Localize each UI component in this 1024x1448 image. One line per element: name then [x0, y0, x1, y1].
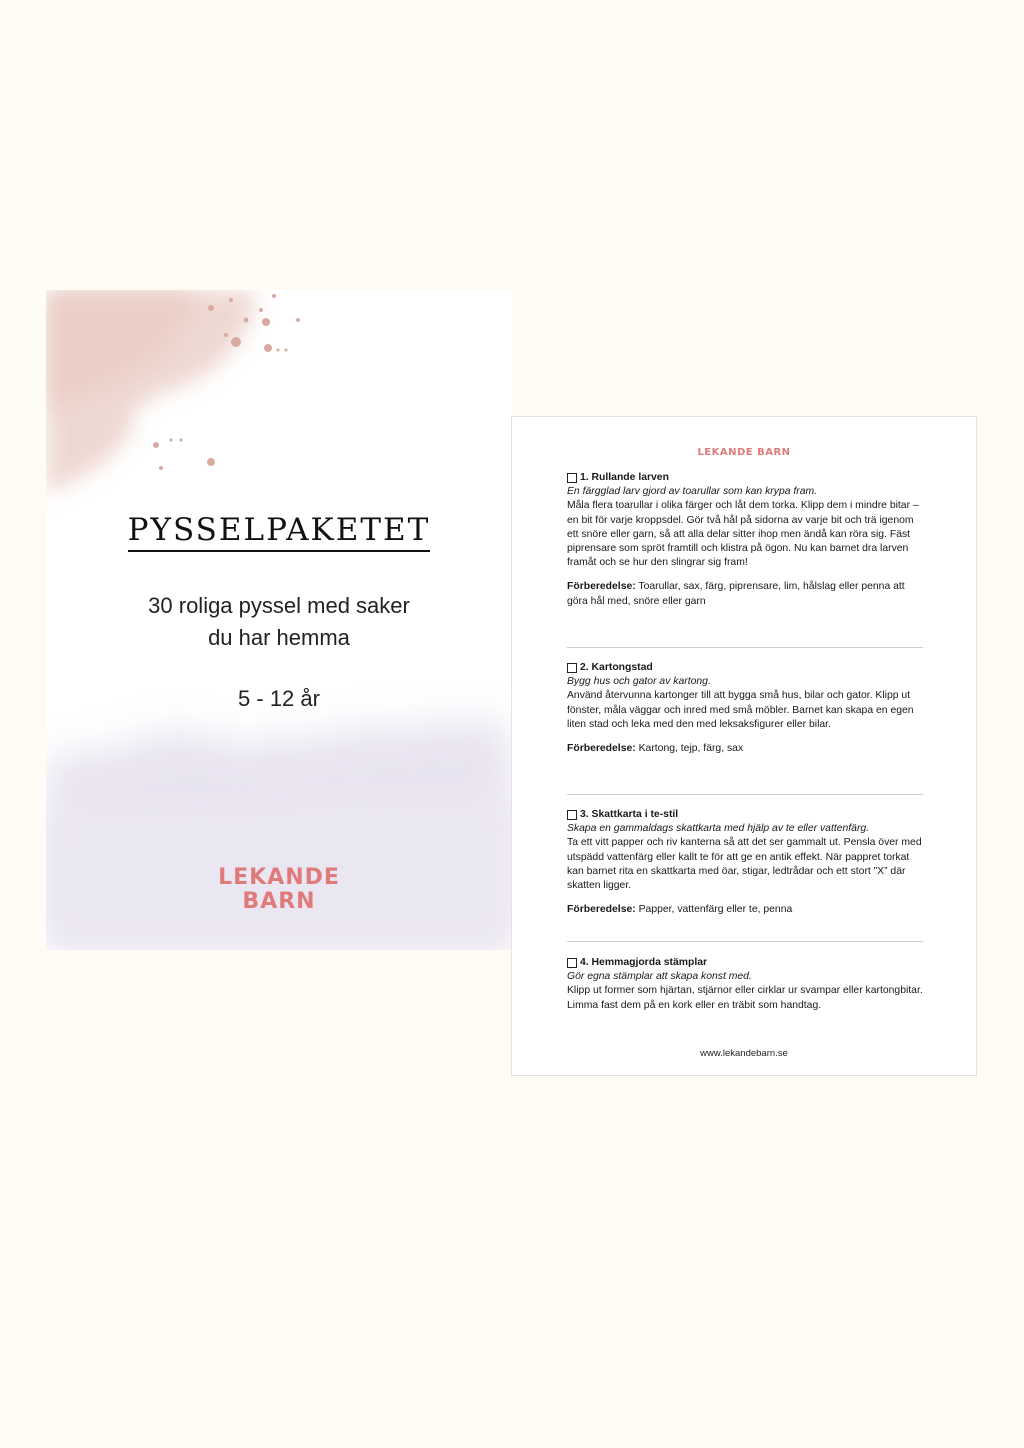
- activity-item-1: [567, 471, 925, 609]
- checkbox-icon[interactable]: [567, 663, 577, 673]
- activity-preparation: [567, 742, 925, 756]
- cover-title-text: PYSSELPAKETET: [128, 512, 431, 552]
- divider: [567, 647, 923, 648]
- preparation-materials: Toarullar, sax, färg, piprensare, lim, hålslag eller penna att göra hål med, snöre eller garn: [567, 581, 905, 607]
- cover-logo: [46, 866, 512, 914]
- activity-heading: [567, 661, 925, 675]
- page-logo: LEKANDE BARN: [697, 447, 791, 458]
- activity-item-4: [567, 956, 925, 1013]
- activity-description: Måla flera toarullar i olika färger och låt dem torka. Klipp dem i mindre bitar – en bit för varje kroppsdel. Gör två hål på sidorna av varje bit och trä igenom ett snöre eller garn, så att alla delar sitter ihop men ändå kan röra sig. Fäst piprensare som spröt framtill och klistra på ögon. Nu kan barnet dra larven framåt och se hur den slingrar sig fram!: [567, 500, 919, 569]
- activity-title: 2. Kartongstad: [580, 662, 653, 673]
- cover-subtitle-line1: 30 roliga pyssel med saker: [148, 593, 410, 618]
- activity-lead: Bygg hus och gator av kartong.: [567, 676, 711, 688]
- divider: [567, 941, 923, 942]
- cover-age-range: 5 - 12 år: [238, 686, 320, 711]
- cover-title: [46, 512, 512, 548]
- preparation-label: Förberedelse:: [567, 581, 636, 593]
- checkbox-icon[interactable]: [567, 958, 577, 968]
- divider: [567, 794, 923, 795]
- activity-lead: Gör egna stämplar att skapa konst med.: [567, 971, 752, 983]
- activity-page: [511, 416, 977, 1076]
- activity-description: Ta ett vitt papper och riv kanterna så att det ser gammalt ut. Pensla över med utspädd vattenfärg eller kallt te för att ge en antik effekt. När pappret torkat kan barnet rita en skattkarta med öar, stigar, ledtrådar och ett stort ”X” där skatten ligger.: [567, 837, 922, 892]
- activity-title: 3. Skattkarta i te-stil: [580, 809, 679, 820]
- checkbox-icon[interactable]: [567, 473, 577, 483]
- page-footer-url[interactable]: www.lekandebarn.se: [700, 1048, 788, 1059]
- activity-heading: [567, 471, 925, 485]
- activity-lead: Skapa en gammaldags skattkarta med hjälp av te eller vattenfärg.: [567, 823, 870, 835]
- preparation-label: Förberedelse:: [567, 743, 636, 755]
- cover-subtitle: [46, 590, 512, 654]
- activity-heading: [567, 956, 925, 970]
- activity-preparation: [567, 580, 925, 608]
- preparation-materials: Papper, vattenfärg eller te, penna: [638, 904, 793, 916]
- activity-preparation: [567, 903, 925, 917]
- activity-item-2: [567, 661, 925, 756]
- activity-item-3: [567, 808, 925, 917]
- activity-title: 1. Rullande larven: [580, 472, 669, 483]
- activity-lead: En färgglad larv gjord av toarullar som kan krypa fram.: [567, 486, 818, 498]
- cover-subtitle-line2: du har hemma: [208, 625, 350, 650]
- activity-heading: [567, 808, 925, 822]
- activity-description: Klipp ut former som hjärtan, stjärnor eller cirklar ur svampar eller kartongbitar. Limma fast dem på en kork eller en träbit som handtag.: [567, 985, 923, 1011]
- cover-logo-line2: BARN: [242, 889, 316, 914]
- activity-title: 4. Hemmagjorda stämplar: [580, 957, 708, 968]
- cover-logo-line1: LEKANDE: [218, 865, 340, 890]
- activity-description: Använd återvunna kartonger till att bygga små hus, bilar och gator. Klipp ut fönster, måla väggar och inred med små möbler. Barnet kan skapa en egen liten stad och leka med den med leksaksfigurer eller bilar.: [567, 690, 914, 730]
- preparation-materials: Kartong, tejp, färg, sax: [638, 743, 744, 755]
- checkbox-icon[interactable]: [567, 810, 577, 820]
- preparation-label: Förberedelse:: [567, 904, 636, 916]
